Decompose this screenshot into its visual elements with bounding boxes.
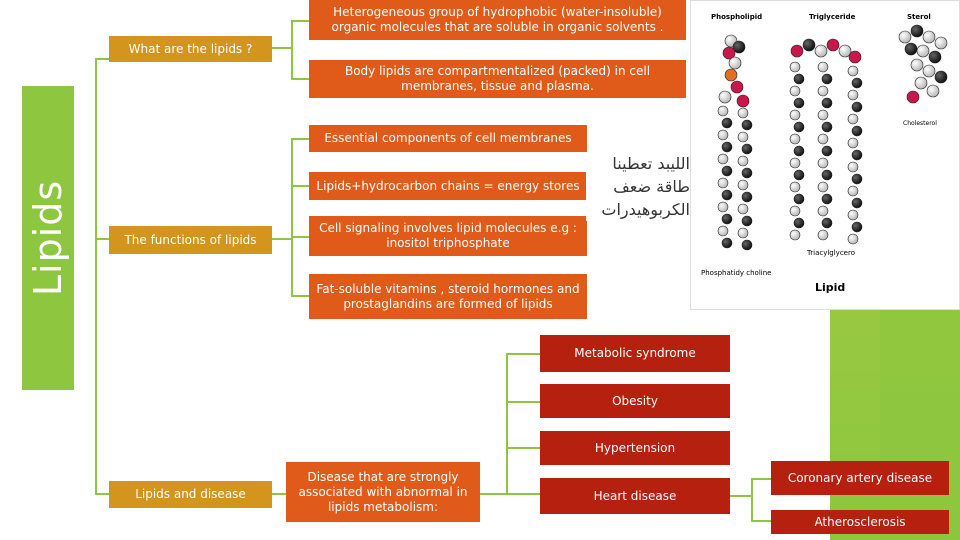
what-are-lipids-node xyxy=(109,36,272,62)
connector xyxy=(730,495,752,497)
arabic-note: الليبد تعطينا طاقة ضعف الكربوهيدرات xyxy=(586,152,690,221)
connector xyxy=(95,238,109,240)
what-are-lipids-label: What are the lipids ? xyxy=(128,41,253,56)
function-node xyxy=(309,274,587,319)
connector xyxy=(291,20,293,78)
heart-subtype-label: Atherosclerosis xyxy=(814,514,906,529)
connector xyxy=(291,138,309,140)
connector xyxy=(480,493,507,495)
connector xyxy=(291,295,309,297)
sterol-label: Sterol xyxy=(907,13,931,21)
function-text: Essential components of cell membranes xyxy=(324,131,572,145)
connector xyxy=(291,185,309,187)
connector xyxy=(506,353,508,495)
function-text: Lipids+hydrocarbon chains = energy stores xyxy=(316,178,580,193)
triacylglycerol-label: Triacylglycero xyxy=(807,249,855,257)
connector xyxy=(506,353,540,355)
connector xyxy=(95,58,109,60)
connector xyxy=(291,236,309,238)
connector xyxy=(291,20,309,22)
phosphatidylcholine-label: Phosphatidy choline xyxy=(701,269,772,277)
connector xyxy=(751,478,771,480)
title-label: Lipids xyxy=(26,179,71,297)
connector xyxy=(751,520,771,522)
heart-subtype xyxy=(771,461,949,495)
connector xyxy=(272,47,292,49)
function-node xyxy=(309,216,587,256)
disease-item xyxy=(540,335,730,372)
definition-node xyxy=(309,60,686,98)
connector xyxy=(291,138,293,296)
disease-item-label: Obesity xyxy=(612,393,658,408)
connector xyxy=(506,447,540,449)
disease-item xyxy=(540,431,730,465)
disease-item-label: Hypertension xyxy=(594,440,676,455)
disease-label: Lipids and disease xyxy=(135,487,246,501)
triglyceride-label: Triglyceride xyxy=(809,13,856,21)
title xyxy=(22,86,74,390)
function-node xyxy=(309,172,587,200)
connector xyxy=(506,401,540,403)
connector xyxy=(95,493,109,495)
definition-text: Heterogeneous group of hydrophobic (water-insoluble) organic molecules that are soluble in organic solvents . xyxy=(331,5,664,34)
heart-subtype-label: Coronary artery disease xyxy=(787,470,933,485)
function-text: Cell signaling involves lipid molecules e.g : inositol triphosphate xyxy=(319,221,577,250)
connector xyxy=(272,493,286,495)
disease-item xyxy=(540,478,730,514)
phospholipid-label: Phospholipid xyxy=(711,13,763,21)
connector xyxy=(291,78,309,80)
lipid-caption: Lipid xyxy=(815,281,846,294)
connector xyxy=(95,58,97,494)
disease-item-label: Metabolic syndrome xyxy=(574,346,696,360)
disease-description-node xyxy=(286,462,480,522)
functions-node xyxy=(109,226,272,254)
connector xyxy=(506,493,540,495)
function-node xyxy=(309,125,587,152)
disease-node xyxy=(109,481,272,508)
cholesterol-label: Cholesterol xyxy=(903,120,937,127)
functions-label: The functions of lipids xyxy=(124,232,257,247)
definition-text: Body lipids are compartmentalized (packed) in cell membranes, tissue and plasma. xyxy=(344,64,651,93)
connector xyxy=(272,238,292,240)
connector xyxy=(751,478,753,522)
definition-node xyxy=(309,0,686,40)
disease-description-text: Disease that are strongly associated with abnormal in lipids metabolism: xyxy=(298,469,468,514)
lipid-molecules-illustration xyxy=(691,1,959,309)
disease-item-label: Heart disease xyxy=(593,488,677,503)
lipid-structures-image xyxy=(690,0,960,310)
heart-subtype xyxy=(771,510,949,534)
function-text: Fat-soluble vitamins , steroid hormones and prostaglandins are formed of lipids xyxy=(316,281,580,311)
disease-item xyxy=(540,384,730,418)
